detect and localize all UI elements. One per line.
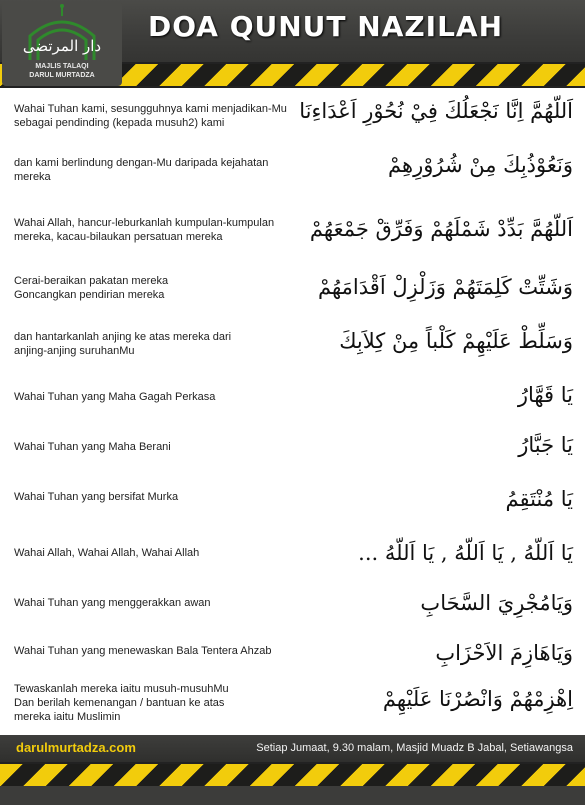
website-link[interactable]: darulmurtadza.com	[16, 740, 136, 755]
logo-arabic-text: دار المرتضى	[22, 37, 102, 55]
translation-text: Wahai Tuhan yang menewaskan Bala Tentera Ahzab	[14, 645, 272, 657]
arabic-text: وَسَلِّطْ عَلَيْهِمْ كَلْباً مِنْ كِلاَبِكَ	[339, 329, 573, 353]
arabic-text: وَيَامُجْرِيَ السَّحَابِ	[420, 591, 573, 615]
translation-text: Wahai Tuhan yang Maha Gagah Perkasa	[14, 391, 216, 403]
arabic-text: يَا مُنْتَقِمُ	[505, 487, 573, 511]
translation-text: dan kami berlindung dengan-Mu daripada kejahatan mereka	[14, 157, 269, 183]
arabic-text: يَا قَهَّارُ	[517, 383, 573, 407]
hazard-stripe-bottom	[0, 762, 585, 788]
translation-text: Wahai Tuhan kami, sesungguhnya kami menjadikan-Mu sebagai pendinding (kepada musuh2) kami	[14, 103, 287, 129]
arabic-text: يَا جَبَّارُ	[518, 433, 573, 457]
translation-text: Wahai Tuhan yang bersifat Murka	[14, 491, 179, 503]
page-title: DOA QUNUT NAZILAH	[148, 10, 504, 43]
arabic-text: اَللّهُمَّ اِنَّا نَجْعَلُكَ فِيْ نُحُوْرِ اَعْدَاءِنَا	[299, 99, 573, 123]
arabic-text: اَللّهُمَّ بَدِّدْ شَمْلَهُمْ وَفَرِّقْ جَمْعَهُمْ	[309, 217, 573, 241]
translation-text: dan hantarkanlah anjing ke atas mereka dari anjing-anjing suruhanMu	[14, 331, 232, 357]
logo-text-line2: DARUL MURTADZA	[29, 72, 95, 79]
darul-murtadza-logo	[2, 2, 122, 86]
arabic-text: يَا اَللّهُ , يَا اَللّهُ , يَا اَللّهُ ...	[358, 541, 573, 565]
translation-text: Wahai Allah, Wahai Allah, Wahai Allah	[14, 547, 200, 559]
arabic-text: وَشَتِّتْ كَلِمَتَهُمْ وَزَلْزِلْ اَقْدَامَهُمْ	[318, 275, 573, 299]
translation-text: Cerai-beraikan pakatan mereka Goncangkan pendirian mereka	[14, 275, 169, 301]
translation-text: Wahai Allah, hancur-leburkanlah kumpulan-kumpulan mereka, kacau-bilaukan persatuan mereka	[14, 217, 275, 243]
footer-bar	[0, 735, 585, 762]
prayer-panel	[0, 88, 585, 735]
translation-text: Wahai Tuhan yang Maha Berani	[14, 441, 171, 453]
arabic-text: اِهْزِمْهُمْ وَانْصُرْنَا عَلَيْهِمْ	[382, 687, 573, 711]
arabic-text: وَنَعُوْذُبِكَ مِنْ شُرُوْرِهِمْ	[388, 153, 573, 177]
translation-text: Tewaskanlah mereka iaitu musuh-musuhMu Dan berilah kemenangan / bantuan ke atas mereka iaitu Muslimin	[14, 683, 229, 723]
translation-text: Wahai Tuhan yang menggerakkan awan	[14, 597, 211, 609]
logo-text-line1: MAJLIS TALAQI	[35, 63, 89, 70]
schedule-text: Setiap Jumaat, 9.30 malam, Masjid Muadz B Jabal, Setiawangsa	[256, 742, 573, 754]
bottom-border	[0, 786, 585, 805]
arabic-text: وَيَاهَازِمَ الاَحْزَابِ	[435, 641, 573, 665]
